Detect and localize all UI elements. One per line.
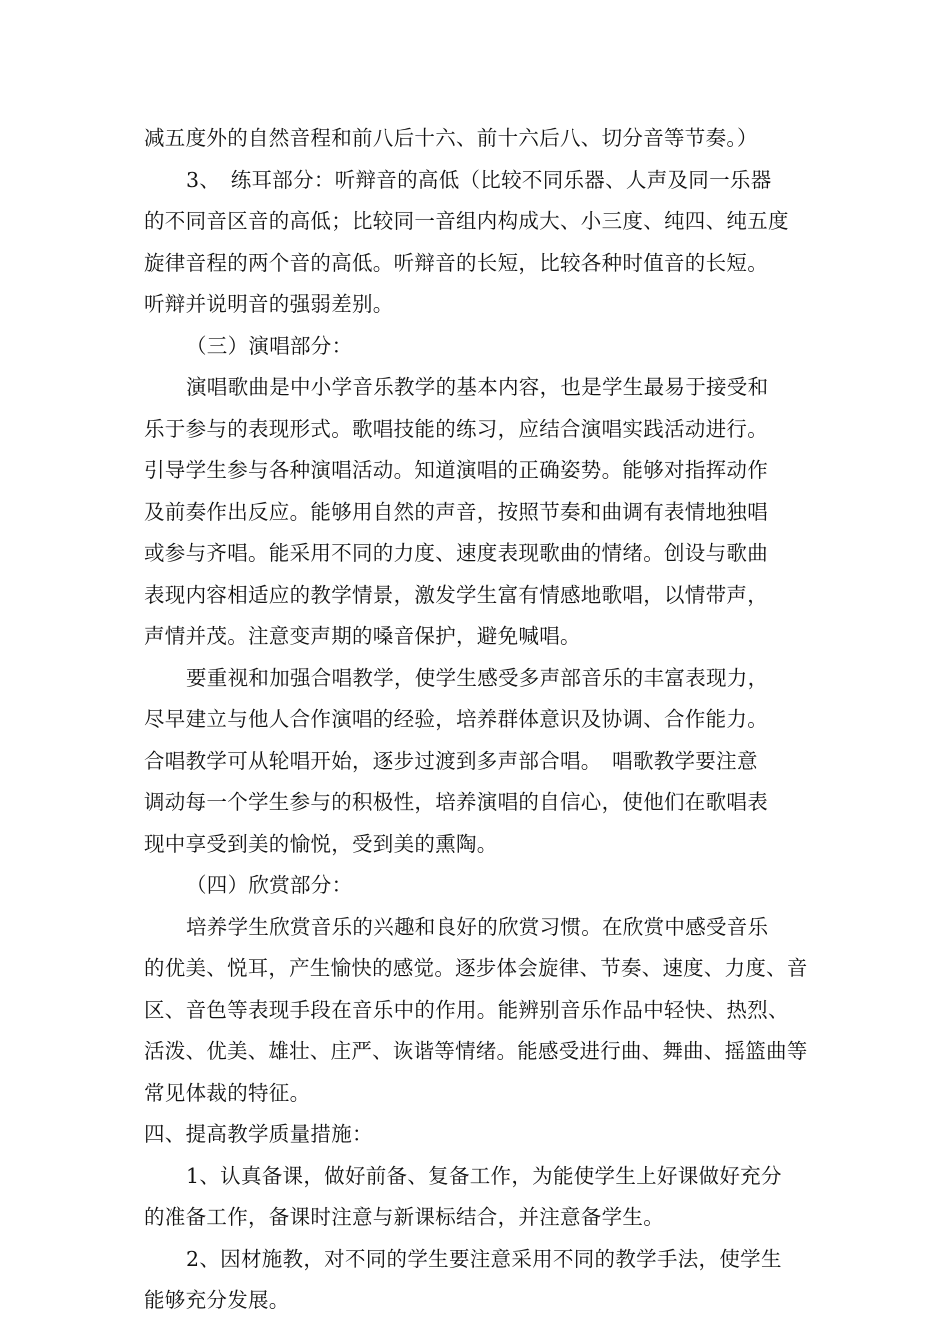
text-line: 听辩并说明音的强弱差别。 bbox=[144, 292, 394, 316]
text-line: 或参与齐唱。能采用不同的力度、速度表现歌曲的情绪。创设与歌曲 bbox=[144, 541, 768, 565]
text-line: 调动每一个学生参与的积极性，培养演唱的自信心，使他们在歌唱表 bbox=[144, 790, 768, 814]
text-line: 的不同音区音的高低；比较同一音组内构成大、小三度、纯四、纯五度 bbox=[144, 209, 789, 233]
text-line: 常见体裁的特征。 bbox=[144, 1080, 311, 1105]
text-line: 乐于参与的表现形式。歌唱技能的练习，应结合演唱实践活动进行。 bbox=[144, 416, 768, 441]
text-line: 活泼、优美、雄壮、庄严、诙谐等情绪。能感受进行曲、舞曲、摇篮曲等 bbox=[144, 1039, 808, 1063]
text-line: 演唱歌曲是中小学音乐教学的基本内容，也是学生最易于接受和 bbox=[186, 375, 769, 399]
section-heading: （四）欣赏部分： bbox=[186, 873, 353, 897]
text-line: 及前奏作出反应。能够用自然的声音，按照节奏和曲调有表情地独唱 bbox=[144, 499, 768, 524]
text-line: 1、认真备课，做好前备、复备工作，为能使学生上好课做好充分 bbox=[186, 1163, 782, 1188]
document-body bbox=[144, 118, 808, 1322]
text-line: 要重视和加强合唱教学，使学生感受多声部音乐的丰富表现力， bbox=[186, 665, 769, 690]
text-line: 2、因材施教，对不同的学生要注意采用不同的教学手法，使学生 bbox=[186, 1246, 782, 1271]
text-line: 的准备工作，备课时注意与新课标结合，并注意备学生。 bbox=[144, 1205, 664, 1229]
text-line: 声情并茂。注意变声期的嗓音保护，避免喊唱。 bbox=[144, 624, 581, 648]
text-line: 现中享受到美的愉悦，受到美的熏陶。 bbox=[144, 831, 498, 856]
text-line: 3、 练耳部分：听辩音的高低（比较不同乐器、人声及同一乐器 bbox=[186, 167, 772, 192]
text-line: 能够充分发展。 bbox=[144, 1288, 290, 1312]
text-line: 区、音色等表现手段在音乐中的作用。能辨别音乐作品中轻快、热烈、 bbox=[144, 997, 789, 1022]
text-line: 表现内容相适应的教学情景，激发学生富有情感地歌唱，以情带声， bbox=[144, 582, 768, 607]
text-line: 引导学生参与各种演唱活动。知道演唱的正确姿势。能够对指挥动作 bbox=[144, 458, 768, 482]
text-line: 减五度外的自然音程和前八后十六、前十六后八、切分音等节奏。） bbox=[144, 126, 758, 150]
text-line: 合唱教学可从轮唱开始，逐步过渡到多声部合唱。 唱歌教学要注意 bbox=[144, 748, 758, 773]
text-line: 旋律音程的两个音的高低。听辩音的长短，比较各种时值音的长短。 bbox=[144, 250, 768, 275]
section-heading: （三）演唱部分： bbox=[186, 333, 353, 358]
text-line: 培养学生欣赏音乐的兴趣和良好的欣赏习惯。在欣赏中感受音乐 bbox=[186, 914, 769, 939]
text-line: 的优美、悦耳，产生愉快的感觉。逐步体会旋律、节奏、速度、力度、音 bbox=[144, 956, 808, 980]
section-heading: 四、提高教学质量措施： bbox=[144, 1122, 373, 1146]
text-line: 尽早建立与他人合作演唱的经验，培养群体意识及协调、合作能力。 bbox=[144, 707, 768, 731]
